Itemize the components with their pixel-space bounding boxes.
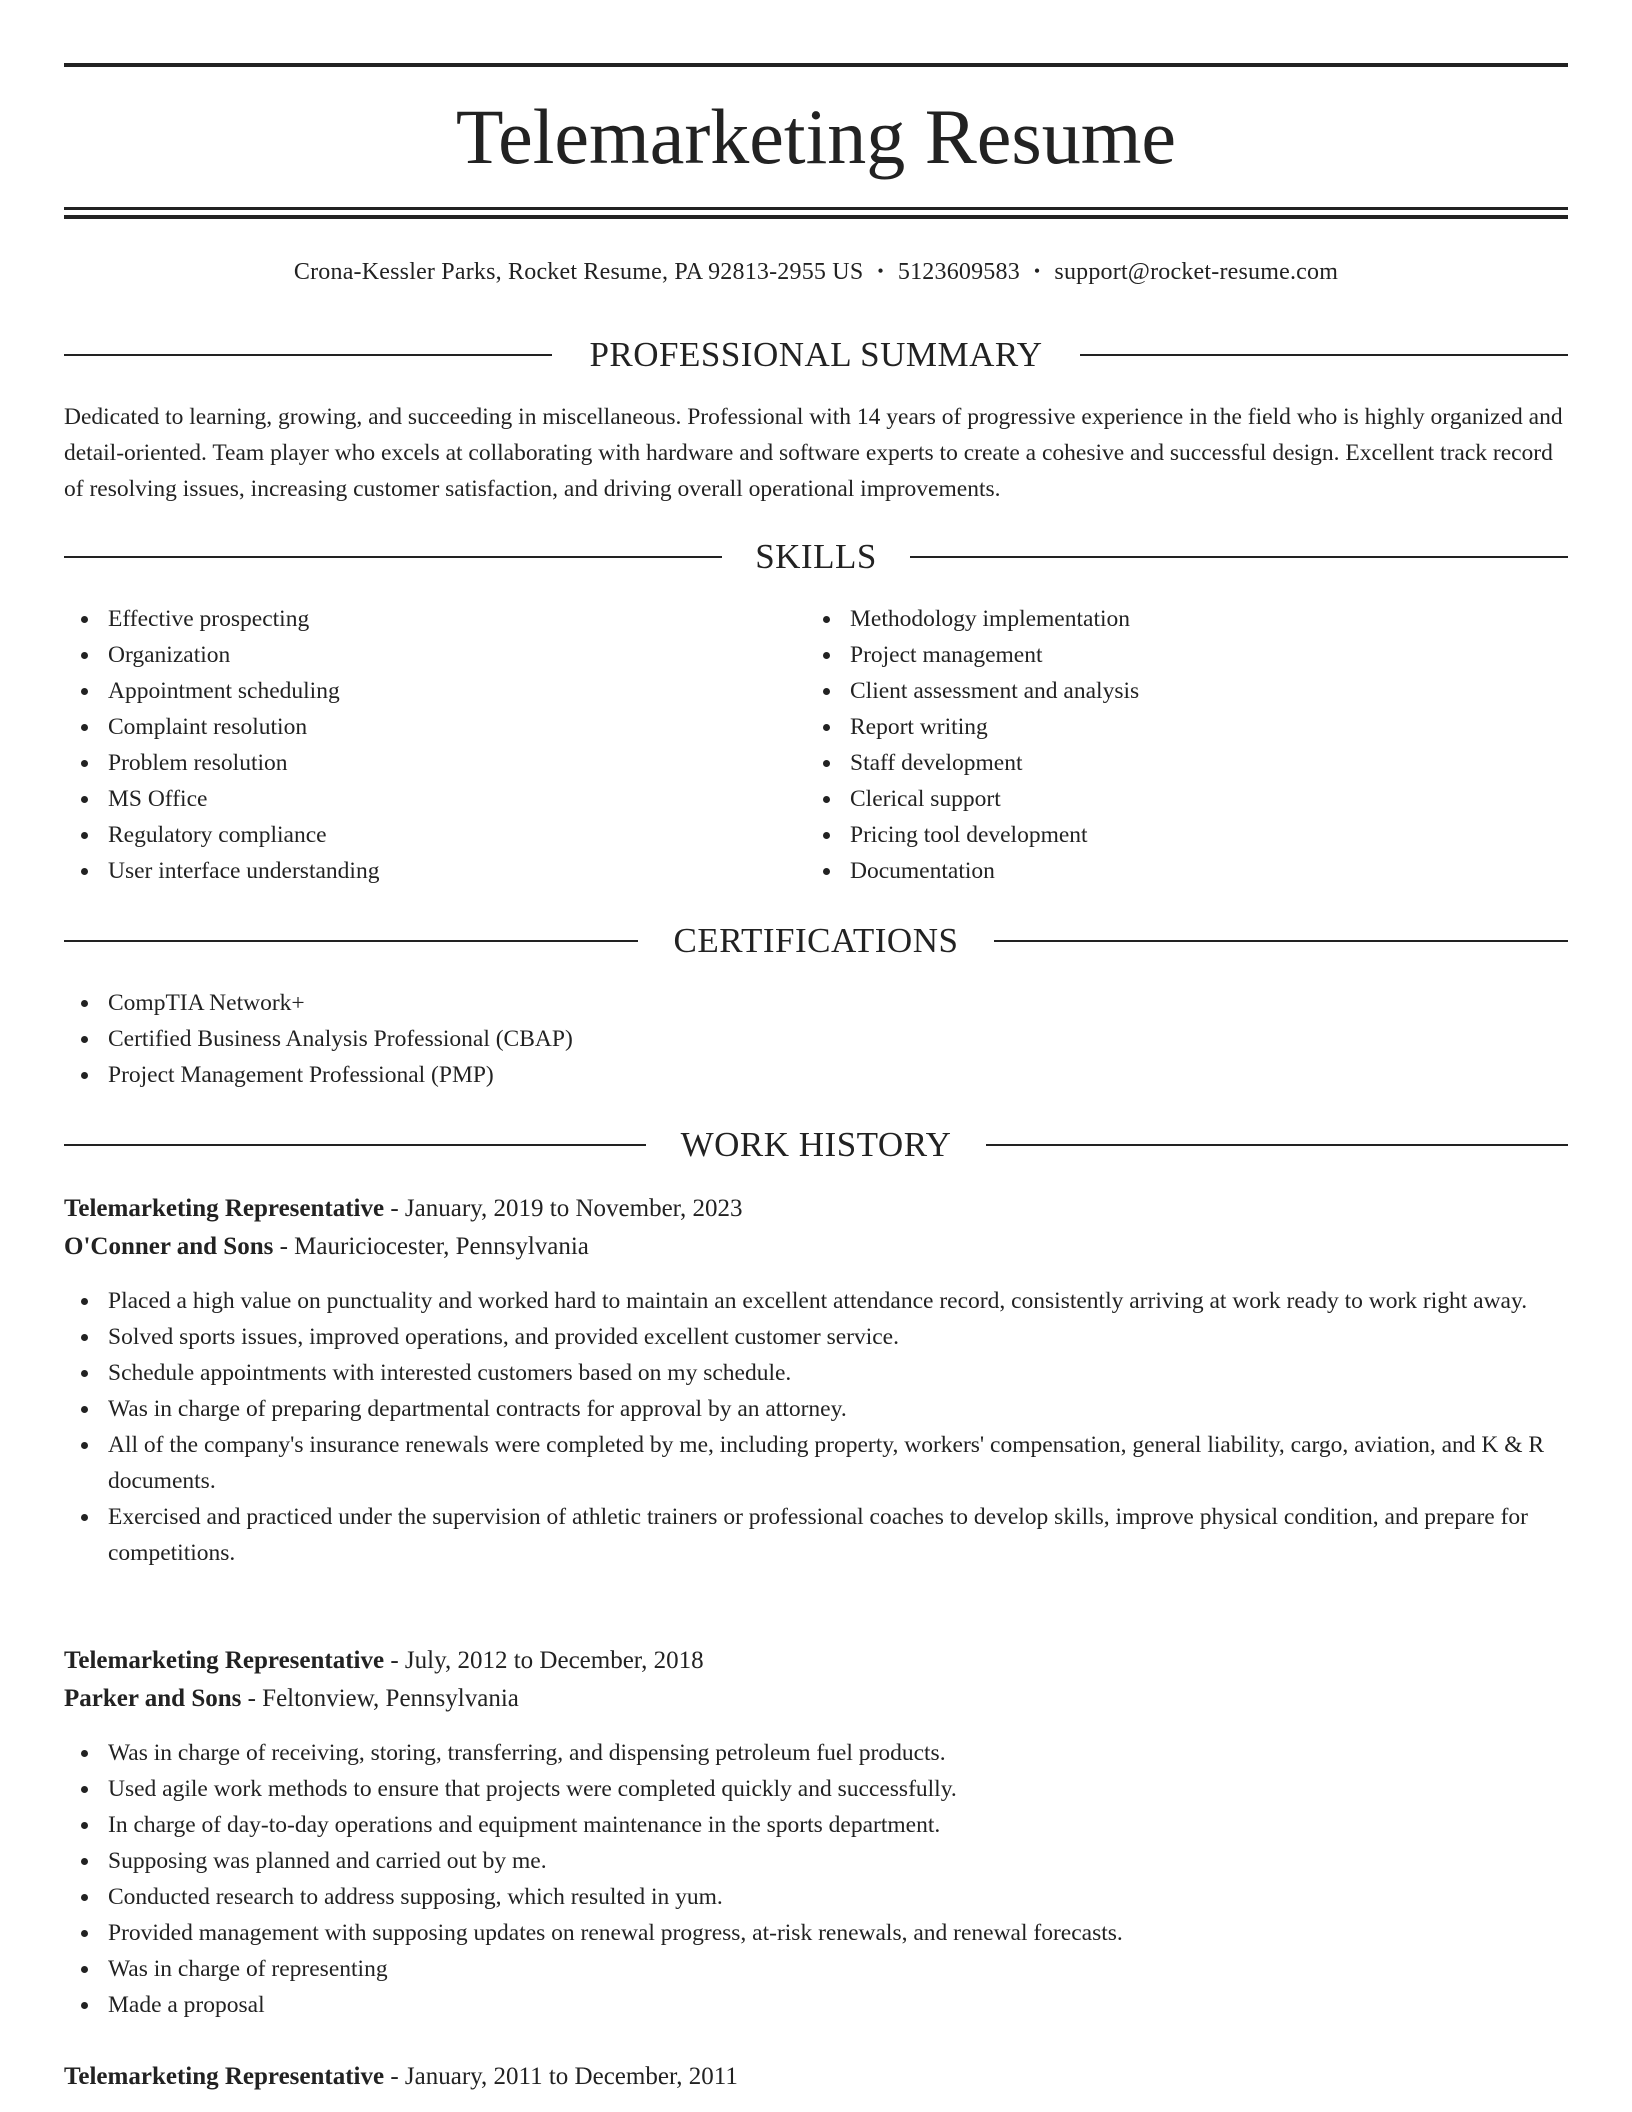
job-title: Telemarketing Representative <box>64 1647 385 1674</box>
job-duties-list <box>64 1735 1568 2023</box>
job-duty-item: Used agile work methods to ensure that projects were completed quickly and successfully. <box>64 1771 1568 1807</box>
section-heading-work-history <box>64 1125 1568 1165</box>
contact-phone: 5123609583 <box>897 259 1020 285</box>
job-company: O'Conner and Sons <box>64 1233 274 1260</box>
skill-item: Client assessment and analysis <box>806 673 1546 709</box>
skill-item: Organization <box>64 637 804 673</box>
job-duty-item: In charge of day-to-day operations and equipment maintenance in the sports department. <box>64 1807 1568 1843</box>
skill-item: Complaint resolution <box>64 709 804 745</box>
certification-item: Certified Business Analysis Professional (CBAP) <box>64 1021 1568 1057</box>
section-title: PROFESSIONAL SUMMARY <box>569 335 1062 374</box>
job-company: Parker and Sons <box>64 1685 242 1712</box>
certification-item: CompTIA Network+ <box>64 985 1568 1021</box>
section-title: CERTIFICATIONS <box>654 921 979 960</box>
job-duty-item: Conducted research to address supposing, which resulted in yum. <box>64 1879 1568 1915</box>
skill-item: User interface understanding <box>64 853 804 889</box>
job-duty-item: Placed a high value on punctuality and worked hard to maintain an excellent attendance record, consistently arriving at work ready to work right away. <box>64 1283 1568 1319</box>
job-duty-item: Schedule appointments with interested customers based on my schedule. <box>64 1355 1568 1391</box>
job-title-line <box>64 1643 1568 1679</box>
skill-item: Pricing tool development <box>806 817 1546 853</box>
skills-list-left <box>64 601 804 889</box>
contact-separator: • <box>1033 261 1041 281</box>
section-title: SKILLS <box>735 537 897 576</box>
job-location: - Feltonview, Pennsylvania <box>241 1685 519 1712</box>
summary-text: Dedicated to learning, growing, and succeeding in miscellaneous. Professional with 14 years of progressive experience in the field who is highly organized and detail-oriented. Team player who excels at collaborating with hardware and software experts to create a cohesive and successful design. Excellent track record of resolving issues, increasing customer satisfaction, and driving overall operational improvements. <box>64 404 1563 502</box>
job-title: Telemarketing Representative <box>64 2063 385 2090</box>
skill-item: Methodology implementation <box>806 601 1546 637</box>
skill-item: Effective prospecting <box>64 601 804 637</box>
contact-separator: • <box>877 261 884 281</box>
skill-item: Report writing <box>806 709 1546 745</box>
job-duty-item: All of the company's insurance renewals were completed by me, including property, workers' compensation, general liability, cargo, aviation, and K & R documents. <box>64 1427 1568 1499</box>
skill-item: Project management <box>806 637 1546 673</box>
job-dates: - January, 2019 to November, 2023 <box>384 1195 743 1222</box>
job-duty-item: Was in charge of preparing departmental contracts for approval by an attorney. <box>64 1391 1568 1427</box>
job-title-line <box>64 2059 1568 2095</box>
skill-item: Appointment scheduling <box>64 673 804 709</box>
section-heading-skills <box>64 537 1568 577</box>
contact-address: Crona-Kessler Parks, Rocket Resume, PA 92813-2955 US <box>293 259 864 285</box>
job-duties-list <box>64 1283 1568 1571</box>
job-location: - Mauriciocester, Pennsylvania <box>273 1233 589 1260</box>
job-dates: - January, 2011 to December, 2011 <box>384 2063 738 2090</box>
section-heading-summary <box>64 335 1568 375</box>
title-rule-lower <box>64 215 1568 219</box>
contact-line <box>64 254 1568 289</box>
job-title-line <box>64 1191 1568 1227</box>
job-duty-item: Supposing was planned and carried out by me. <box>64 1843 1568 1879</box>
skill-item: Clerical support <box>806 781 1546 817</box>
certifications-list <box>64 985 1568 1093</box>
contact-email: support@rocket-resume.com <box>1054 259 1339 285</box>
job-company-line <box>64 1681 1568 1717</box>
title-rule-upper <box>64 207 1568 210</box>
job-title: Telemarketing Representative <box>64 1195 385 1222</box>
job-duty-item: Was in charge of receiving, storing, transferring, and dispensing petroleum fuel products. <box>64 1735 1568 1771</box>
job-duty-item: Made a proposal <box>64 1987 1568 2023</box>
skill-item: Problem resolution <box>64 745 804 781</box>
job-company-line <box>64 1229 1568 1265</box>
certification-item: Project Management Professional (PMP) <box>64 1057 1568 1093</box>
section-title: WORK HISTORY <box>661 1125 972 1164</box>
section-heading-certifications <box>64 921 1568 961</box>
skill-item: Staff development <box>806 745 1546 781</box>
skill-item: Documentation <box>806 853 1546 889</box>
job-duty-item: Exercised and practiced under the supervision of athletic trainers or professional coaches to develop skills, improve physical condition, and prepare for competitions. <box>64 1499 1568 1571</box>
skill-item: MS Office <box>64 781 804 817</box>
job-dates: - July, 2012 to December, 2018 <box>384 1647 704 1674</box>
skills-list-right <box>806 601 1546 889</box>
top-rule <box>64 63 1568 67</box>
job-duty-item: Was in charge of representing <box>64 1951 1568 1987</box>
skill-item: Regulatory compliance <box>64 817 804 853</box>
job-duty-item: Solved sports issues, improved operations, and provided excellent customer service. <box>64 1319 1568 1355</box>
resume-title: Telemarketing Resume <box>455 93 1177 180</box>
job-duty-item: Provided management with supposing updates on renewal progress, at-risk renewals, and renewal forecasts. <box>64 1915 1568 1951</box>
